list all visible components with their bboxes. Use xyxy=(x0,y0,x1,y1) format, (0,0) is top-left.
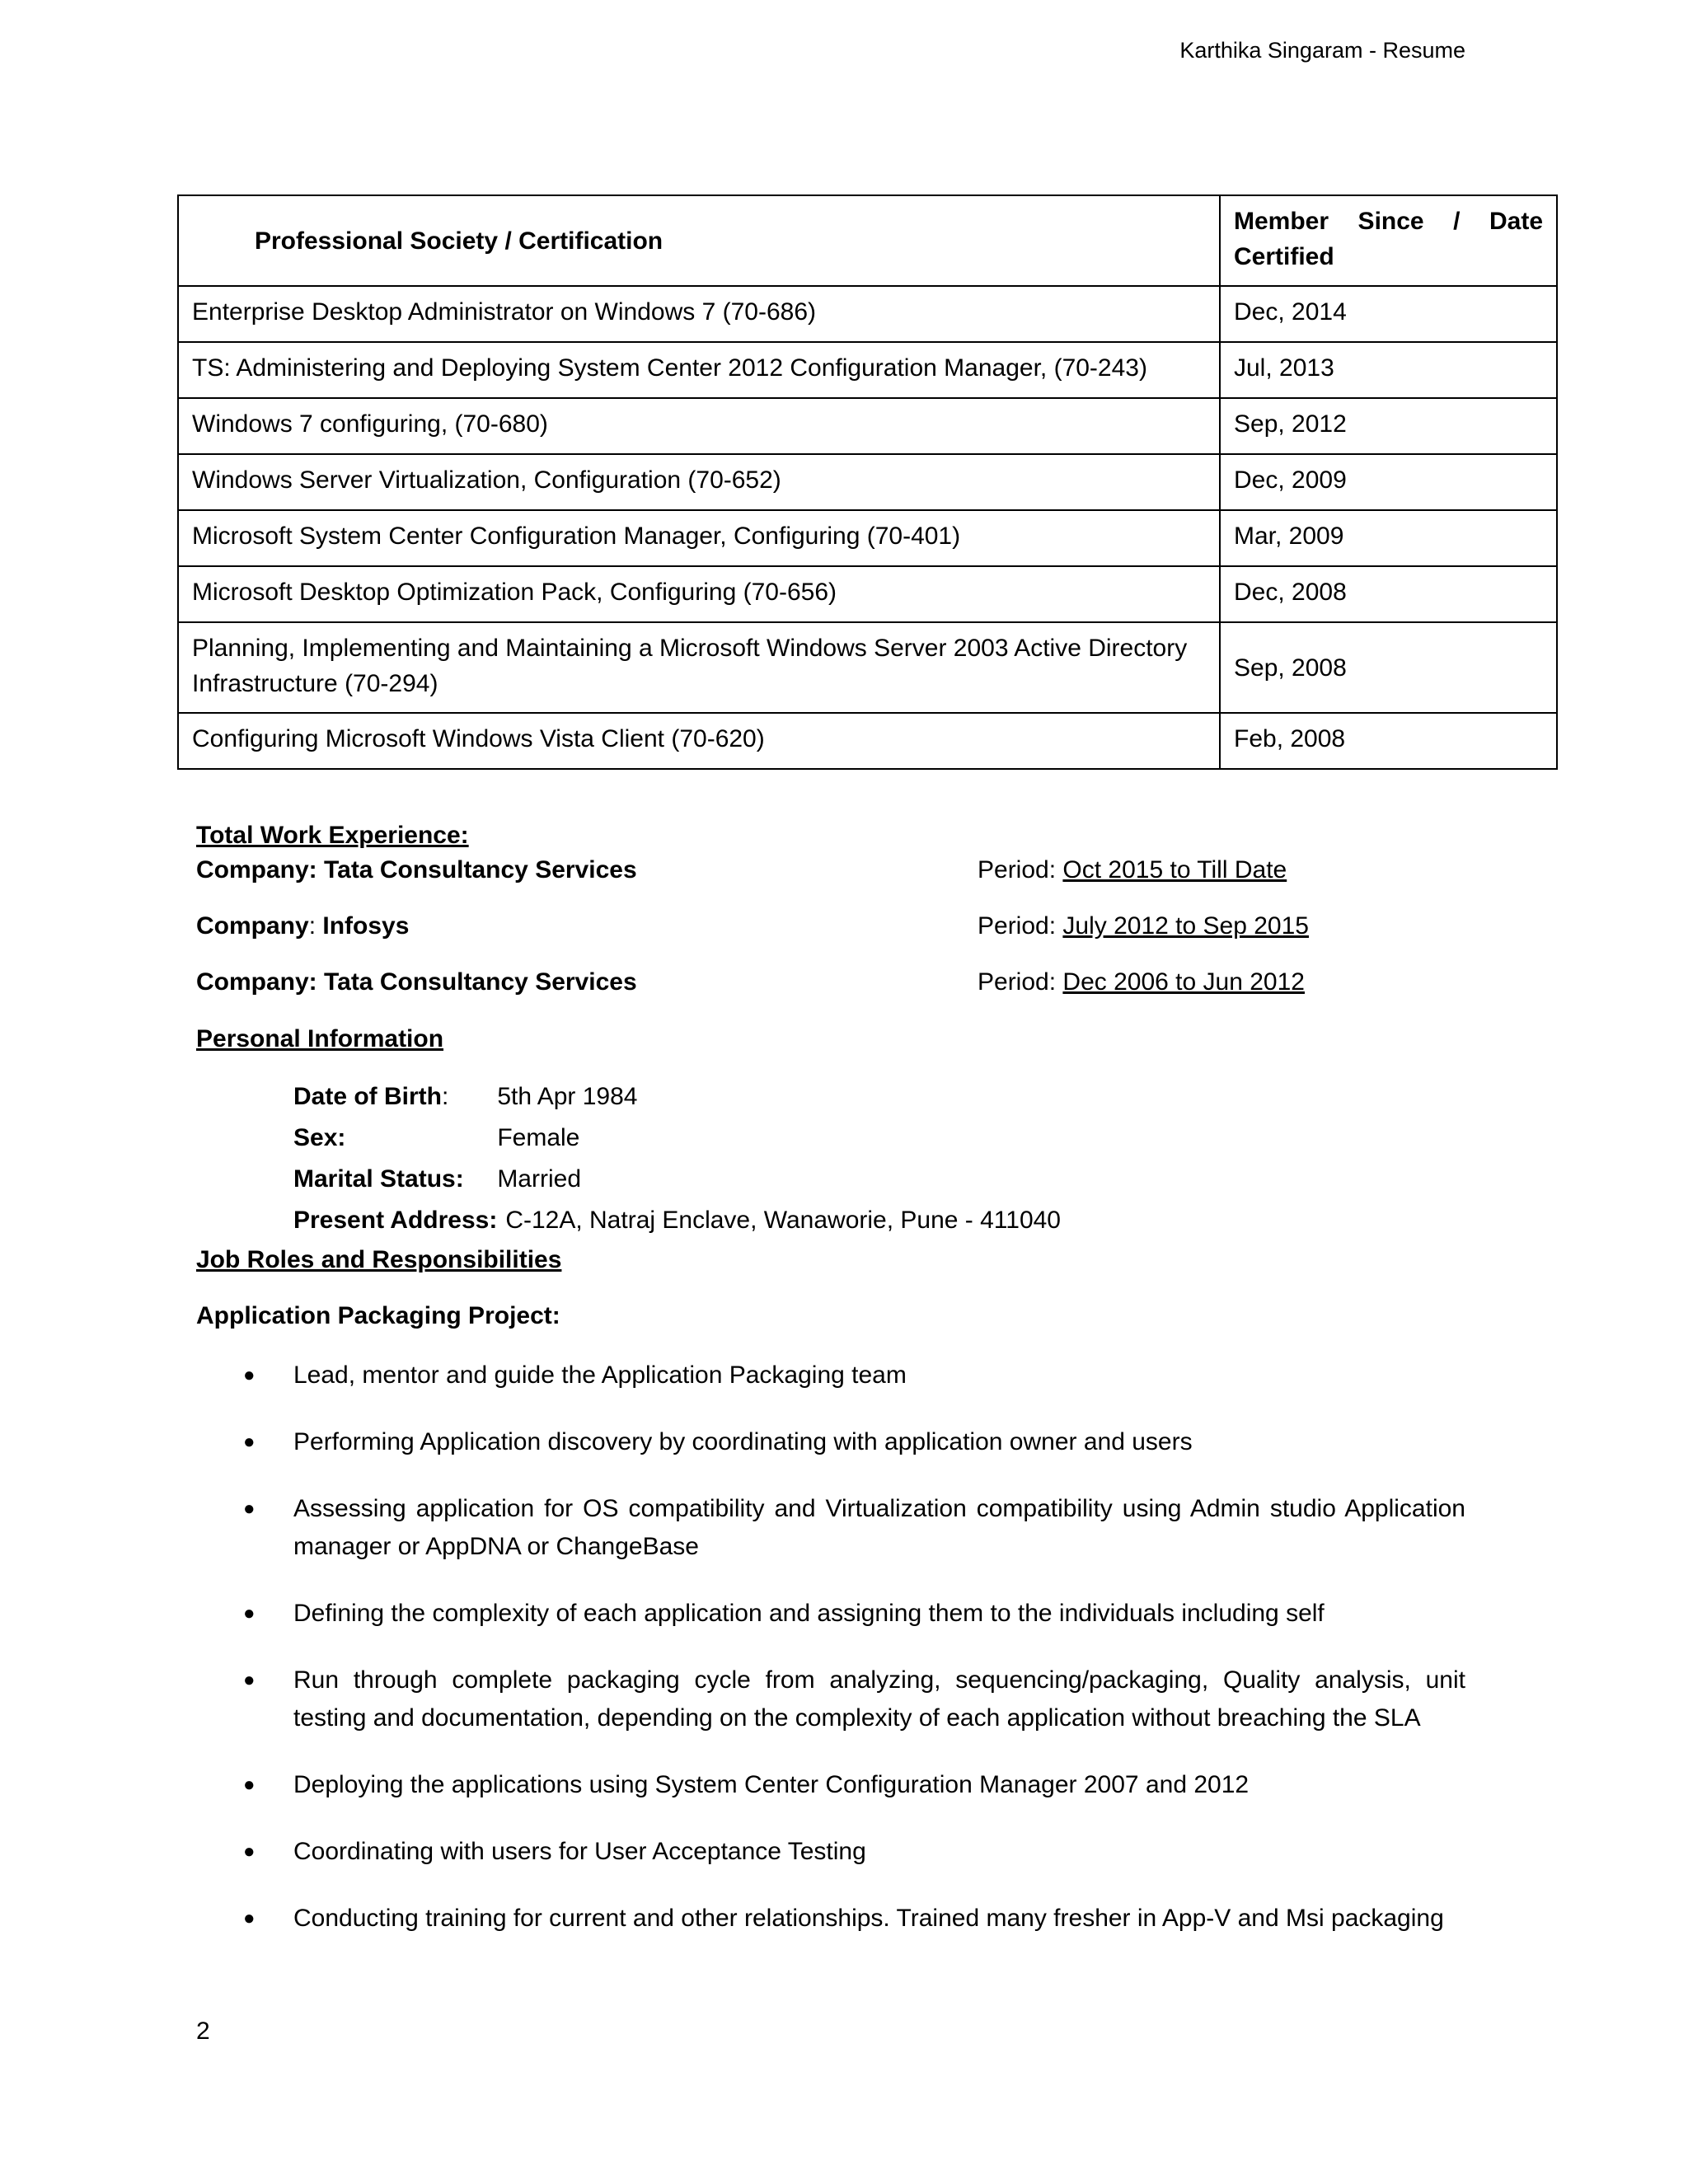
company-entry xyxy=(196,965,1556,1021)
cert-name: Planning, Implementing and Maintaining a Microsoft Windows Server 2003 Active Directory Infrastructure (70-294) xyxy=(178,622,1220,713)
table-row xyxy=(178,713,1557,769)
page-number: 2 xyxy=(196,2018,210,2045)
job-roles-heading: Job Roles and Responsibilities xyxy=(196,1246,562,1273)
field-value: Female xyxy=(497,1124,580,1151)
list-item-text: Conducting training for current and other relationships. Trained many fresher in App-V and Msi packaging xyxy=(293,1905,1444,1932)
period-value: July 2012 to Sep 2015 xyxy=(1062,912,1309,940)
company-info xyxy=(196,909,409,944)
table-row xyxy=(178,286,1557,342)
list-item xyxy=(196,1490,1465,1566)
bullet-icon: ● xyxy=(243,1669,256,1691)
period-value: Oct 2015 to Till Date xyxy=(1062,856,1287,883)
personal-field-row xyxy=(293,1118,1061,1159)
table-row xyxy=(178,622,1557,713)
cert-name: Windows 7 configuring, (70-680) xyxy=(178,398,1220,454)
period-label: Period: xyxy=(978,912,1057,940)
period-info xyxy=(978,909,1309,944)
cert-name: TS: Administering and Deploying System Center 2012 Configuration Manager, (70-243) xyxy=(178,342,1220,398)
company-separator: : xyxy=(308,912,316,940)
cert-date: Sep, 2012 xyxy=(1220,398,1557,454)
field-label: Marital Status: xyxy=(293,1165,464,1193)
list-item xyxy=(196,1423,1465,1461)
list-item-text: Lead, mentor and guide the Application Packaging team xyxy=(293,1361,907,1389)
list-item xyxy=(196,1766,1465,1804)
company-info xyxy=(196,965,637,1000)
cert-name: Microsoft System Center Configuration Manager, Configuring (70-401) xyxy=(178,510,1220,566)
work-experience-heading: Total Work Experience: xyxy=(196,822,469,849)
certification-table xyxy=(177,194,1558,770)
list-item xyxy=(196,1900,1465,1938)
page-header-title: Karthika Singaram - Resume xyxy=(1179,38,1465,63)
personal-info-table xyxy=(293,1076,1061,1241)
company-entry xyxy=(196,909,1556,965)
field-value: 5th Apr 1984 xyxy=(497,1083,638,1110)
table-row xyxy=(178,566,1557,622)
cert-name: Windows Server Virtualization, Configuration (70-652) xyxy=(178,454,1220,510)
period-info xyxy=(978,853,1287,888)
table-row xyxy=(178,454,1557,510)
personal-information-heading: Personal Information xyxy=(196,1025,444,1052)
list-item-text: Run through complete packaging cycle from analyzing, sequencing/packaging, Quality analysis, unit testing and documentation, depending on the complexity of each application without breaching the SLA xyxy=(293,1666,1465,1732)
work-experience-section xyxy=(196,818,1556,1021)
period-info xyxy=(978,965,1305,1000)
list-item xyxy=(196,1595,1465,1633)
company-label: Company xyxy=(196,912,309,940)
cert-name: Configuring Microsoft Windows Vista Client (70-620) xyxy=(178,713,1220,769)
company-label: Company: xyxy=(196,968,317,996)
personal-field-row xyxy=(293,1159,1061,1200)
cert-date: Dec, 2009 xyxy=(1220,454,1557,510)
responsibility-list xyxy=(196,1357,1465,1938)
company-name: Tata Consultancy Services xyxy=(324,968,637,996)
field-label: Sex: xyxy=(293,1124,346,1151)
company-info xyxy=(196,853,637,888)
bullet-icon: ● xyxy=(243,1840,256,1863)
table-row xyxy=(178,510,1557,566)
list-item-text: Performing Application discovery by coordinating with application owner and users xyxy=(293,1428,1193,1455)
table-header-row xyxy=(178,195,1557,286)
cert-date: Dec, 2008 xyxy=(1220,566,1557,622)
project-title: Application Packaging Project: xyxy=(196,1302,560,1329)
bullet-icon: ● xyxy=(243,1497,256,1520)
cert-date: Jul, 2013 xyxy=(1220,342,1557,398)
bullet-icon: ● xyxy=(243,1364,256,1386)
company-label: Company: xyxy=(196,856,317,883)
field-label: Present Address: xyxy=(293,1207,498,1234)
table-row xyxy=(178,398,1557,454)
list-item xyxy=(196,1833,1465,1871)
field-value: Married xyxy=(497,1165,582,1193)
column-header-date: Member Since / Date Certified xyxy=(1220,195,1557,286)
list-item-text: Defining the complexity of each application and assigning them to the individuals including self xyxy=(293,1600,1325,1627)
field-separator: : xyxy=(442,1083,449,1110)
bullet-icon: ● xyxy=(243,1602,256,1624)
cert-name: Microsoft Desktop Optimization Pack, Configuring (70-656) xyxy=(178,566,1220,622)
list-item-text: Coordinating with users for User Acceptance Testing xyxy=(293,1838,866,1865)
bullet-icon: ● xyxy=(243,1774,256,1796)
company-name: Tata Consultancy Services xyxy=(324,856,637,883)
field-label-text: Date of Birth xyxy=(293,1083,442,1110)
period-label: Period: xyxy=(978,856,1057,883)
period-label: Period: xyxy=(978,968,1057,996)
cert-date: Feb, 2008 xyxy=(1220,713,1557,769)
personal-field-row xyxy=(293,1200,1061,1241)
company-entry xyxy=(196,853,1556,909)
field-label xyxy=(293,1076,497,1118)
cert-date: Dec, 2014 xyxy=(1220,286,1557,342)
personal-information-section xyxy=(196,1022,1515,1241)
job-roles-section xyxy=(196,1243,1465,1966)
company-name: Infosys xyxy=(322,912,410,940)
bullet-icon: ● xyxy=(243,1907,256,1929)
field-value: C-12A, Natraj Enclave, Wanaworie, Pune - 411040 xyxy=(505,1207,1061,1234)
personal-field-row xyxy=(293,1076,1061,1118)
column-header-certification: Professional Society / Certification xyxy=(178,195,1220,286)
period-value: Dec 2006 to Jun 2012 xyxy=(1062,968,1305,996)
table-row xyxy=(178,342,1557,398)
list-item-text: Assessing application for OS compatibility and Virtualization compatibility using Admin studio Application manager or AppDNA or ChangeBase xyxy=(293,1495,1465,1560)
list-item xyxy=(196,1357,1465,1394)
list-item-text: Deploying the applications using System Center Configuration Manager 2007 and 2012 xyxy=(293,1771,1250,1798)
bullet-icon: ● xyxy=(243,1431,256,1453)
cert-date: Sep, 2008 xyxy=(1220,622,1557,713)
cert-name: Enterprise Desktop Administrator on Windows 7 (70-686) xyxy=(178,286,1220,342)
list-item xyxy=(196,1661,1465,1737)
cert-date: Mar, 2009 xyxy=(1220,510,1557,566)
